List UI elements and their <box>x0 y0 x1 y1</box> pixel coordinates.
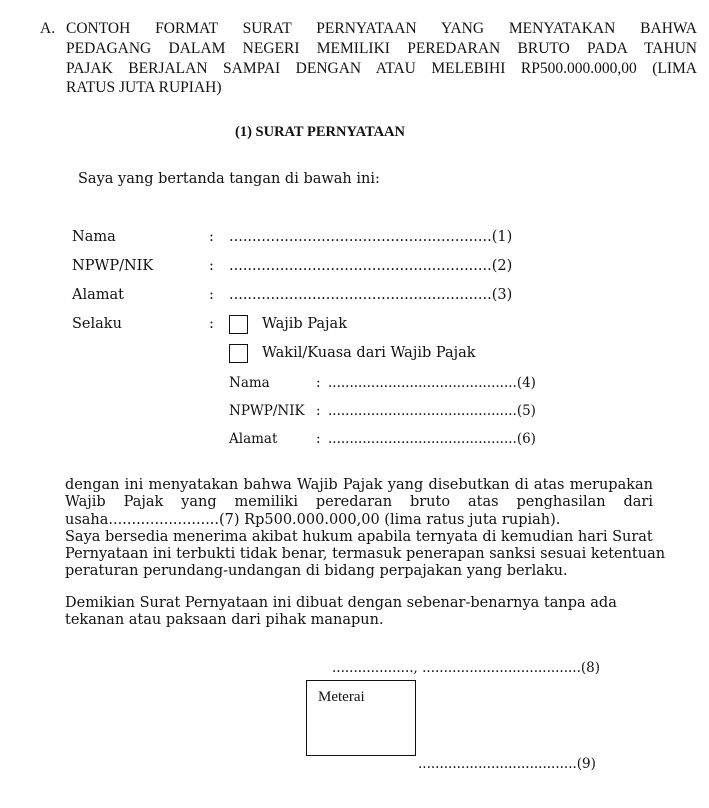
field-colon: : <box>209 258 214 274</box>
subfield-label-nama: Nama <box>229 375 270 391</box>
paragraph-line: peraturan perundang-undangan di bidang perpajakan yang berlaku. <box>65 563 568 579</box>
field-fill-alamat: .........................................................(3) <box>229 287 513 303</box>
signature-line: .....................................(9) <box>418 756 596 772</box>
stamp-label: Meterai <box>318 689 365 705</box>
heading-marker: A. <box>40 20 56 37</box>
heading-line: CONTOH FORMAT SURAT PERNYATAAN YANG MENYATAKAN BAHWA <box>66 20 697 37</box>
checkbox-wajib-pajak[interactable] <box>229 315 248 334</box>
paragraph-line: tekanan atau paksaan dari pihak manapun. <box>65 612 384 628</box>
field-label-nama: Nama <box>72 229 116 245</box>
field-label-selaku: Selaku <box>72 316 122 332</box>
field-colon: : <box>209 229 214 245</box>
field-label-alamat: Alamat <box>72 287 124 303</box>
intro-text: Saya yang bertanda tangan di bawah ini: <box>78 171 380 187</box>
subfield-fill-alamat: ............................................(6) <box>328 431 536 447</box>
heading-line: PAJAK BERJALAN SAMPAI DENGAN ATAU MELEBIHI RP500.000.000,00 (LIMA <box>66 60 697 77</box>
subfield-colon: : <box>316 403 321 419</box>
paragraph-line: dengan ini menyatakan bahwa Wajib Pajak yang disebutkan di atas merupakan <box>65 477 653 493</box>
subfield-colon: : <box>316 431 321 447</box>
subfield-label-npwp: NPWP/NIK <box>229 403 305 419</box>
checkbox-label-wajib-pajak: Wajib Pajak <box>262 316 347 332</box>
paragraph-line: Demikian Surat Pernyataan ini dibuat dengan sebenar-benarnya tanpa ada <box>65 595 617 611</box>
paragraph-line: Pernyataan ini terbukti tidak benar, termasuk penerapan sanksi sesuai ketentuan <box>65 546 666 562</box>
field-colon: : <box>209 316 214 332</box>
paragraph-line: usaha........................(7) Rp500.000.000,00 (lima ratus juta rupiah). <box>65 512 561 528</box>
field-label-npwp: NPWP/NIK <box>72 258 154 274</box>
subfield-colon: : <box>316 375 321 391</box>
heading-line: RATUS JUTA RUPIAH) <box>66 79 222 96</box>
field-fill-nama: .........................................................(1) <box>229 229 513 245</box>
place-date-line: ..................., .....................................(8) <box>332 660 601 676</box>
field-colon: : <box>209 287 214 303</box>
paragraph-line: Saya bersedia menerima akibat hukum apabila ternyata di kemudian hari Surat <box>65 529 653 545</box>
field-fill-npwp: .........................................................(2) <box>229 258 513 274</box>
paragraph-line: Wajib Pajak yang memiliki peredaran bruto atas penghasilan dari <box>65 494 653 510</box>
subfield-label-alamat: Alamat <box>229 431 278 447</box>
heading-line: PEDAGANG DALAM NEGERI MEMILIKI PEREDARAN BRUTO PADA TAHUN <box>66 40 697 57</box>
subfield-fill-npwp: ............................................(5) <box>328 403 536 419</box>
page-title: (1) SURAT PERNYATAAN <box>235 124 405 140</box>
subfield-fill-nama: ............................................(4) <box>328 375 536 391</box>
checkbox-wakil-kuasa[interactable] <box>229 344 248 363</box>
checkbox-label-wakil-kuasa: Wakil/Kuasa dari Wajib Pajak <box>262 345 476 361</box>
stamp-box <box>306 680 416 756</box>
